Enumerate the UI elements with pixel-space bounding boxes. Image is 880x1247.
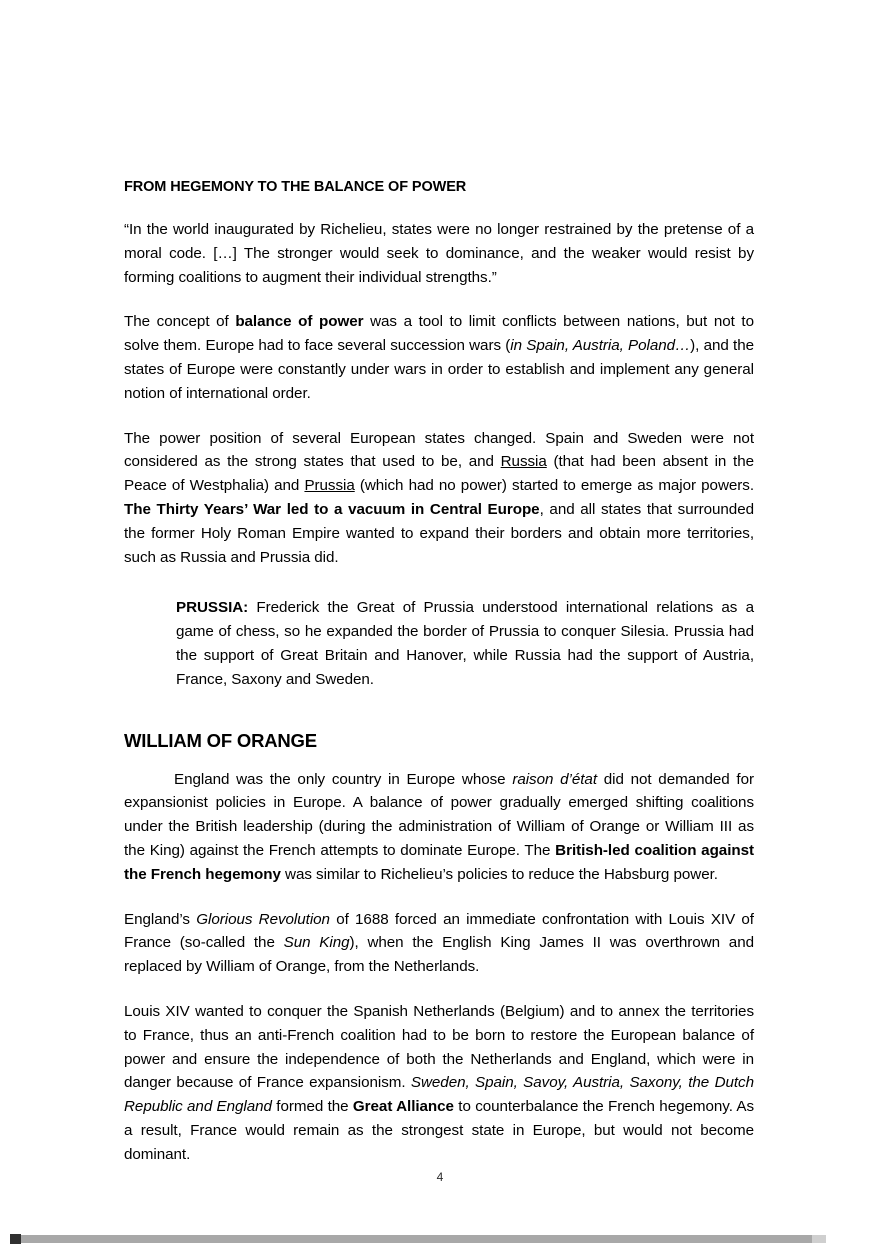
section-heading-william-of-orange: WILLIAM OF ORANGE [124, 729, 317, 751]
text-run: The power position of several European states changed. Spain and Sweden were not considered as the strong states that used to be, and [124, 429, 754, 471]
paragraph-glorious-revolution [124, 908, 754, 979]
bold-thirty-years-war: The Thirty Years’ War led to a vacuum in Central Europe [124, 500, 540, 518]
paragraph-louis-xiv [124, 1000, 754, 1167]
document-content [124, 176, 754, 1167]
text-run: was similar to Richelieu’s policies to reduce the Habsburg power. [280, 865, 718, 883]
text-run: Louis XIV wanted to conquer the Spanish Netherlands (Belgium) and to annex the territories to France, thus an anti-French coalition had to be born to restore the European balance of power and ensure the independence of both the Netherlands and England, which were in danger because of France expansionism. [124, 1002, 754, 1092]
text-run: England’s [124, 910, 197, 928]
paragraph-power-position [124, 427, 754, 570]
paragraph-prussia-block [176, 596, 754, 691]
text-run: of 1688 forced an immediate confrontation with Louis XIV of France (so-called the [124, 910, 754, 952]
text-run: ), when the English King James II was overthrown and replaced by William of Orange, from the Netherlands. [124, 934, 754, 976]
italic-glorious-revolution: Glorious Revolution [196, 910, 330, 928]
italic-raison-detat: raison d’état [512, 770, 597, 788]
prussia-label: PRUSSIA: [176, 599, 249, 617]
text-run: formed the [271, 1098, 353, 1116]
italic-great-alliance-members: Sweden, Spain, Savoy, Austria, Saxony, the Dutch Republic and England [124, 1074, 754, 1116]
underline-russia: Russia [500, 453, 547, 471]
scrollbar-thumb[interactable] [10, 1234, 21, 1244]
text-run: to counterbalance the French hegemony. As a result, France would remain as the strongest state in Europe, but would not become dominant. [124, 1098, 754, 1163]
text-run: The concept of [124, 313, 236, 331]
text-run: was a tool to limit conflicts between nations, but not to solve them. Europe had to face several succession wars ( [124, 313, 754, 355]
horizontal-scrollbar[interactable] [0, 1231, 880, 1247]
paragraph-quote [124, 218, 754, 289]
text-run: England was the only country in Europe whose [174, 770, 513, 788]
text-run: ), and the states of Europe were constantly under wars in order to establish and implement any general notion of international order. [124, 337, 755, 402]
bold-great-alliance: Great Alliance [352, 1098, 454, 1116]
scrollbar-end-cap[interactable] [812, 1235, 826, 1243]
paragraph-england-raison-detat [124, 768, 754, 887]
section-heading-hegemony: FROM HEGEMONY TO THE BALANCE OF POWER [124, 179, 467, 195]
text-run: , and all states that surrounded the former Holy Roman Empire wanted to expand their borders and obtain more territories, such as Russia and Prussia did. [124, 500, 754, 566]
text-run: (which had no power) started to emerge as major powers. [354, 477, 754, 495]
text-run: Frederick the Great of Prussia understood international relations as a game of chess, so he expanded the border of Prussia to conquer Silesia. Prussia had the support of Great Britain and Hanover, while Russia had the support of Austria, France, Saxony and Sweden. [176, 599, 754, 688]
paragraph-balance-of-power [124, 310, 754, 405]
page-number: 4 [436, 1170, 444, 1184]
bold-british-led-coalition: British-led coalition against the French hegemony [124, 841, 755, 883]
underline-prussia: Prussia [304, 477, 355, 495]
italic-sun-king: Sun King [283, 934, 350, 952]
text-run: did not demanded for expansionist policies in Europe. A balance of power gradually emerged shifting coalitions under the British leadership (during the administration of William of Orange or William III as the King) against the French attempts to dominate Europe. The [124, 770, 755, 859]
text-run: (that had been absent in the Peace of Westphalia) and [124, 453, 754, 495]
scrollbar-track[interactable] [10, 1235, 825, 1243]
quote-text: “In the world inaugurated by Richelieu, states were no longer restrained by the pretense of a moral code. […] The stronger would seek to dominance, and the weaker would resist by forming coalitions to augment their individual strengths.” [124, 221, 754, 286]
bold-balance-of-power: balance of power [235, 313, 364, 331]
italic-succession-wars: in Spain, Austria, Poland… [510, 337, 691, 355]
